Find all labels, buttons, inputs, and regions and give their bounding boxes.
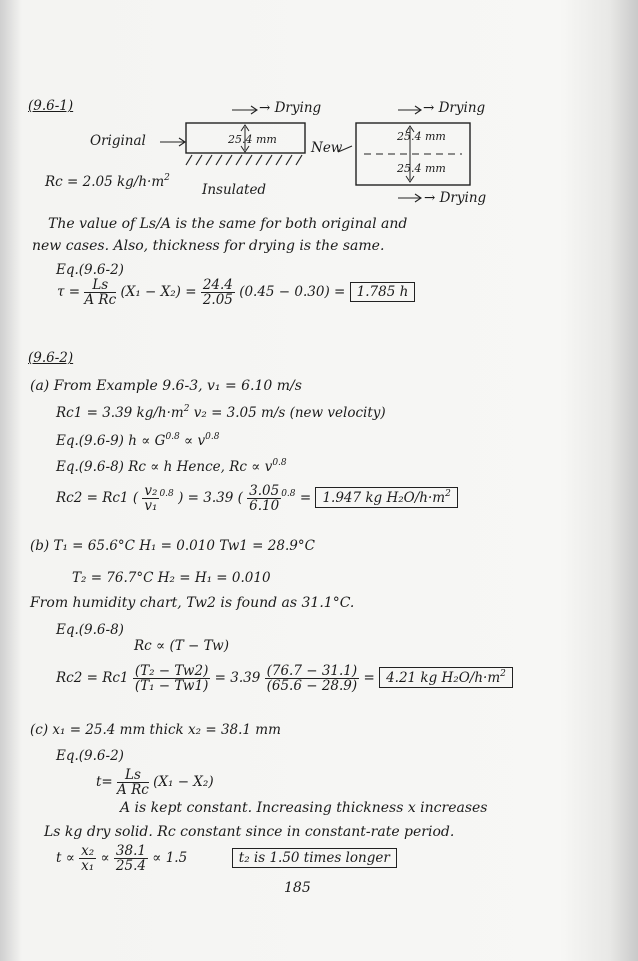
part-c-line-1: (c) x₁ = 25.4 mm thick x₂ = 38.1 mm: [30, 722, 281, 738]
part-a-line-2: Rc1 = 3.39 $kg/h\cdot m^2$ v₂ = 3.05 m/s (new velocity): [56, 404, 386, 421]
rc-value: Rc = 2.05 $kg/h\cdot m^2$: [45, 173, 170, 190]
part-b-answer-box: 4.21 kg H₂O/$h\cdot m^2$: [379, 667, 513, 688]
part-b-line-3: From humidity chart, Tw2 is found as 31.1°C.: [30, 595, 355, 611]
part-c-equation: t= $\frac{Ls}{\text{A Rc}}$ (X₁ − X₂): [96, 767, 214, 798]
part-c-proportion: t ∝ $\frac{\text{x₂}}{\text{x₁}}$ ∝ $\frac{38.1}{25.4}$ ∝ 1.5 t₂ is 1.50 times longer: [56, 844, 397, 873]
s1-text-line-2: new cases. Also, thickness for drying is the same.: [32, 238, 385, 254]
thickness-label-bottom: 25.4 mm: [397, 162, 446, 175]
part-c-text-2: Ls kg dry solid. Rc constant since in constant-rate period.: [44, 824, 455, 840]
part-a-line-1: (a) From Example 9.6-3, v₁ = 6.10 m/s: [30, 378, 302, 394]
part-a-line-4: Eq.(9.6-8) Rc ∝ h Hence, $Rc \propto v^{0.8}$: [56, 458, 287, 475]
s1-answer-box: 1.785 h: [350, 282, 416, 302]
s1-text-line-1: The value of Ls/A is the same for both original and: [48, 216, 408, 232]
part-b-line-2: T₂ = 76.7°C H₂ = H₁ = 0.010: [72, 570, 271, 586]
insulated-label: Insulated: [202, 182, 267, 198]
section-9-6-2: (9.6-2): [28, 350, 74, 366]
part-c-answer-box: t₂ is 1.50 times longer: [232, 848, 397, 868]
part-b-eq-ref: Eq.(9.6-8): [56, 622, 124, 638]
part-a-answer-box: 1.947 kg H₂O/$h\cdot m^2$: [315, 487, 457, 508]
part-b-proportion: Rc ∝ (T − Tw): [134, 638, 229, 654]
part-a-equation: Rc2 = Rc1 ( $\frac{\text{v₂}}{\text{v₁}}$ $^{0.8}$ ) = 3.39 ( $\frac{3.05}{6.10}$ $^{0.8}$ = 1.947 kg H₂O/$h\cdot m^2$: [56, 484, 458, 513]
drying-label-2: → Drying: [423, 100, 486, 116]
part-c-eq-ref: Eq.(9.6-2): [56, 748, 124, 764]
section-9-6-1: (9.6-1): [28, 98, 74, 114]
drying-label-3: → Drying: [424, 190, 487, 206]
original-label: Original: [90, 133, 146, 149]
part-c-text-1: A is kept constant. Increasing thickness x increases: [120, 800, 488, 816]
part-b-line-1: (b) T₁ = 65.6°C H₁ = 0.010 Tw1 = 28.9°C: [30, 538, 315, 554]
drying-label-1: → Drying: [259, 100, 322, 116]
new-label: New: [311, 140, 343, 156]
thickness-label-top: 25.4 mm: [397, 130, 446, 143]
s1-eq-ref: Eq.(9.6-2): [56, 262, 124, 278]
thickness-label-1: 25.4 mm: [228, 133, 277, 146]
insulated-hatching: [186, 155, 302, 165]
part-a-line-3: Eq.(9.6-9) $h \propto G^{0.8} \propto v^{0.8}$: [56, 432, 220, 449]
part-b-equation: Rc2 = Rc1 $\frac{\text{(T₂ − Tw2)}}{\text{(T₁ − Tw1)}}$ = 3.39 $\frac{(76.7 - 31.1)}{(65.6 - 28.9)}$ = 4.21 kg H₂O/$h\cdot m^2$: [56, 664, 513, 693]
page-number: 185: [284, 880, 311, 896]
s1-equation: τ = $\frac{Ls}{\text{A Rc}}$ (X₁ − X₂) = $\frac{24.4}{2.05}$ (0.45 − 0.30) = 1.785 h: [57, 278, 415, 307]
